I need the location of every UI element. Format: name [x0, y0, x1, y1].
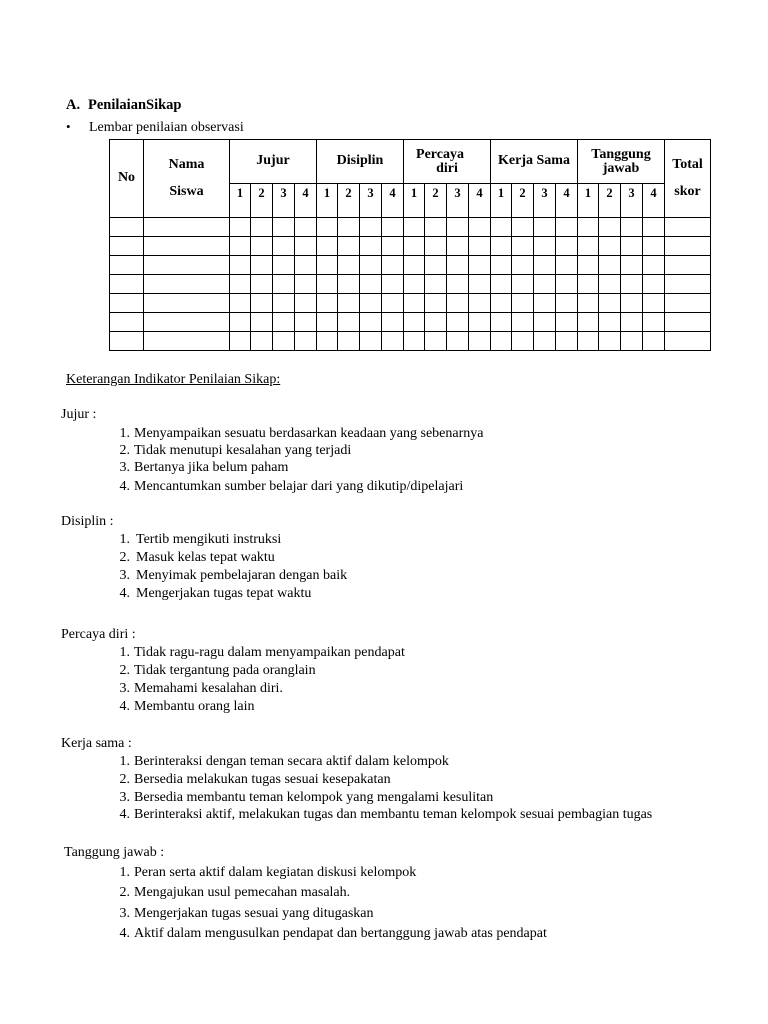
table-cell	[110, 332, 144, 351]
table-cell	[643, 294, 665, 313]
table-cell	[251, 237, 273, 256]
table-cell	[556, 275, 578, 294]
table-cell	[404, 332, 425, 351]
table-cell	[599, 275, 621, 294]
table-cell	[273, 256, 295, 275]
table-cell	[578, 256, 599, 275]
table-cell	[144, 237, 230, 256]
table-cell	[404, 256, 425, 275]
table-cell	[382, 256, 404, 275]
table-cell	[273, 218, 295, 237]
table-cell	[512, 294, 534, 313]
header-disiplin	[317, 140, 404, 184]
table-cell	[425, 256, 447, 275]
list-item	[115, 568, 347, 584]
table-cell	[447, 218, 469, 237]
table-cell	[512, 237, 534, 256]
item-number: 3.	[119, 460, 130, 475]
table-cell	[534, 294, 556, 313]
section-heading	[66, 97, 181, 114]
sub-number-cell: 2	[251, 184, 273, 218]
list-item	[115, 645, 405, 661]
table-cell	[491, 294, 512, 313]
table-cell	[491, 275, 512, 294]
header-total-line2: skor	[674, 183, 701, 199]
table-cell	[251, 294, 273, 313]
table-cell	[643, 332, 665, 351]
table-cell	[425, 237, 447, 256]
item-number: 3.	[119, 906, 130, 921]
table-cell	[360, 237, 382, 256]
table-cell	[360, 313, 382, 332]
table-row	[110, 313, 711, 332]
table-cell	[295, 294, 317, 313]
sub-number-cell: 1	[491, 184, 512, 218]
table-cell	[643, 256, 665, 275]
table-cell	[512, 218, 534, 237]
table-row	[110, 332, 711, 351]
item-number: 2.	[119, 772, 130, 787]
item-text: Bersedia membantu teman kelompok yang mengalami kesulitan	[134, 790, 494, 805]
item-number: 3.	[119, 790, 130, 805]
table-cell	[665, 275, 711, 294]
table-cell	[447, 237, 469, 256]
list-item	[115, 532, 281, 548]
table-cell	[534, 313, 556, 332]
table-cell	[382, 237, 404, 256]
sub-number-cell: 3	[273, 184, 295, 218]
table-cell	[295, 332, 317, 351]
table-cell	[317, 332, 338, 351]
table-cell	[447, 332, 469, 351]
table-cell	[665, 313, 711, 332]
table-cell	[360, 275, 382, 294]
table-cell	[110, 256, 144, 275]
table-cell	[621, 313, 643, 332]
table-cell	[556, 313, 578, 332]
sub-number-cell: 4	[295, 184, 317, 218]
sub-number-cell: 1	[230, 184, 251, 218]
table-cell	[144, 275, 230, 294]
item-text: Menyampaikan sesuatu berdasarkan keadaan yang sebenarnya	[134, 426, 484, 441]
table-cell	[338, 313, 360, 332]
table-cell	[251, 218, 273, 237]
list-item	[115, 479, 463, 495]
item-text: Tidak tergantung pada oranglain	[134, 663, 316, 678]
table-cell	[578, 294, 599, 313]
table-cell	[469, 218, 491, 237]
table-cell	[447, 294, 469, 313]
item-number: 3.	[119, 568, 130, 583]
item-number: 1.	[119, 426, 130, 441]
table-cell	[491, 256, 512, 275]
list-item	[115, 926, 547, 942]
table-cell	[251, 256, 273, 275]
list-item	[115, 586, 311, 602]
item-text: Tertib mengikuti instruksi	[136, 532, 282, 547]
item-number: 4.	[119, 926, 130, 941]
table-cell	[360, 332, 382, 351]
table-cell	[382, 275, 404, 294]
table-cell	[110, 237, 144, 256]
table-cell	[295, 237, 317, 256]
table-cell	[338, 332, 360, 351]
table-cell	[317, 313, 338, 332]
table-cell	[512, 313, 534, 332]
table-cell	[230, 218, 251, 237]
table-cell	[251, 275, 273, 294]
table-cell	[110, 313, 144, 332]
table-cell	[578, 218, 599, 237]
header-tanggung-line1: Tanggung	[591, 146, 651, 162]
item-number: 1.	[119, 865, 130, 880]
table-cell	[512, 332, 534, 351]
item-text: Masuk kelas tepat waktu	[136, 550, 275, 565]
list-item	[115, 790, 493, 806]
table-cell	[110, 218, 144, 237]
sub-number-cell: 3	[360, 184, 382, 218]
table-cell	[295, 313, 317, 332]
table-cell	[534, 275, 556, 294]
header-tanggung-jawab	[578, 140, 665, 184]
item-number: 2.	[119, 663, 130, 678]
sub-number-cell: 2	[599, 184, 621, 218]
table-cell	[491, 313, 512, 332]
header-tanggung-line2: jawab	[602, 160, 640, 176]
table-cell	[404, 237, 425, 256]
table-cell	[273, 313, 295, 332]
table-cell	[338, 218, 360, 237]
table-cell	[556, 332, 578, 351]
item-number: 4.	[119, 586, 130, 601]
section-title: PenilaianSikap	[88, 97, 182, 113]
table-cell	[469, 275, 491, 294]
table-cell	[447, 275, 469, 294]
sub-number-cell: 2	[338, 184, 360, 218]
section-label-disiplin: Disiplin :	[61, 514, 114, 529]
table-cell	[599, 332, 621, 351]
table-cell	[469, 294, 491, 313]
table-cell	[360, 218, 382, 237]
table-cell	[273, 332, 295, 351]
item-text: Berinteraksi aktif, melakukan tugas dan membantu teman kelompok sesuai pembagian tugas	[134, 807, 653, 822]
header-nama-line1: Nama	[168, 157, 205, 173]
item-number: 1.	[119, 754, 130, 769]
table-cell	[144, 256, 230, 275]
table-cell	[425, 313, 447, 332]
table-body	[110, 218, 711, 351]
table-cell	[404, 313, 425, 332]
list-item	[115, 460, 288, 476]
table-cell	[360, 256, 382, 275]
table-cell	[317, 294, 338, 313]
table-cell	[317, 218, 338, 237]
table-cell	[338, 275, 360, 294]
table-cell	[360, 294, 382, 313]
table-cell	[425, 218, 447, 237]
table-cell	[599, 256, 621, 275]
item-number: 4.	[119, 699, 130, 714]
table-cell	[230, 313, 251, 332]
table-cell	[338, 237, 360, 256]
table-cell	[273, 275, 295, 294]
table-cell	[382, 313, 404, 332]
table-cell	[665, 256, 711, 275]
list-item	[115, 906, 374, 922]
header-percaya-diri	[404, 140, 491, 184]
sub-number-cell: 4	[382, 184, 404, 218]
table-cell	[295, 275, 317, 294]
table-cell	[469, 332, 491, 351]
table-cell	[534, 237, 556, 256]
list-item	[115, 550, 275, 566]
bullet-text: Lembar penilaian observasi	[89, 120, 244, 135]
table-cell	[230, 275, 251, 294]
table-cell	[491, 218, 512, 237]
list-item	[115, 807, 652, 823]
header-nama-siswa	[144, 140, 230, 218]
header-total-line1: Total	[672, 157, 703, 173]
list-item	[115, 426, 483, 442]
table-cell	[621, 218, 643, 237]
table-cell	[144, 294, 230, 313]
table-cell	[382, 332, 404, 351]
table-cell	[110, 294, 144, 313]
table-cell	[665, 294, 711, 313]
table-cell	[599, 313, 621, 332]
table-cell	[621, 275, 643, 294]
item-text: Mencantumkan sumber belajar dari yang dikutip/dipelajari	[134, 479, 464, 494]
table-cell	[251, 313, 273, 332]
bullet-item	[66, 119, 244, 136]
table-cell	[621, 294, 643, 313]
table-cell	[317, 256, 338, 275]
table-cell	[469, 313, 491, 332]
section-label-kerja-sama: Kerja sama :	[61, 736, 132, 751]
header-total-skor	[665, 140, 711, 218]
header-kerja-sama-label: Kerja Sama	[498, 153, 570, 169]
item-text: Memahami kesalahan diri.	[134, 681, 283, 696]
table-cell	[382, 218, 404, 237]
item-text: Tidak menutupi kesalahan yang terjadi	[134, 443, 352, 458]
table-cell	[230, 256, 251, 275]
table-cell	[425, 294, 447, 313]
table-cell	[556, 294, 578, 313]
sub-number-cell: 1	[404, 184, 425, 218]
section-label-jujur: Jujur :	[61, 407, 97, 422]
table-cell	[425, 275, 447, 294]
table-cell	[621, 256, 643, 275]
item-number: 4.	[119, 807, 130, 822]
table-cell	[665, 218, 711, 237]
table-cell	[643, 275, 665, 294]
list-item	[115, 681, 283, 697]
table-cell	[556, 218, 578, 237]
table-cell	[534, 332, 556, 351]
table-row	[110, 294, 711, 313]
sub-number-cell: 3	[621, 184, 643, 218]
table-cell	[578, 237, 599, 256]
sub-number-cell: 4	[469, 184, 491, 218]
table-cell	[556, 256, 578, 275]
table-cell	[512, 275, 534, 294]
header-disiplin-label: Disiplin	[336, 153, 384, 169]
item-text: Bersedia melakukan tugas sesuai kesepakatan	[134, 772, 391, 787]
item-text: Mengerjakan tugas tepat waktu	[136, 586, 312, 601]
item-number: 2.	[119, 885, 130, 900]
table-cell	[230, 294, 251, 313]
list-item	[115, 865, 416, 881]
table-cell	[382, 294, 404, 313]
table-cell	[230, 237, 251, 256]
table-cell	[469, 237, 491, 256]
item-text: Mengerjakan tugas sesuai yang ditugaskan	[134, 906, 374, 921]
table-cell	[251, 332, 273, 351]
sub-number-cell: 1	[578, 184, 599, 218]
bullet-icon: •	[66, 119, 71, 134]
table-row	[110, 237, 711, 256]
table-cell	[273, 294, 295, 313]
table-cell	[643, 313, 665, 332]
table-cell	[578, 275, 599, 294]
item-number: 2.	[119, 443, 130, 458]
table-row	[110, 256, 711, 275]
observation-table	[109, 139, 711, 351]
keterangan-title: Keterangan Indikator Penilaian Sikap:	[66, 372, 281, 387]
item-text: Tidak ragu-ragu dalam menyampaikan pendapat	[134, 645, 405, 660]
table-cell	[599, 218, 621, 237]
table-row	[110, 218, 711, 237]
table-cell	[317, 275, 338, 294]
header-percaya-line1: Percaya	[416, 146, 464, 162]
sub-number-cell: 4	[556, 184, 578, 218]
header-percaya-line2: diri	[436, 160, 458, 176]
table-cell	[144, 313, 230, 332]
table-cell	[665, 237, 711, 256]
table-cell	[404, 218, 425, 237]
table-cell	[491, 237, 512, 256]
table-cell	[621, 332, 643, 351]
item-text: Peran serta aktif dalam kegiatan diskusi kelompok	[134, 865, 417, 880]
table-cell	[338, 294, 360, 313]
table-row	[110, 275, 711, 294]
table-cell	[643, 237, 665, 256]
table-cell	[230, 332, 251, 351]
table-cell	[599, 237, 621, 256]
table-cell	[556, 237, 578, 256]
table-cell	[643, 218, 665, 237]
list-item	[115, 699, 255, 715]
item-text: Aktif dalam mengusulkan pendapat dan bertanggung jawab atas pendapat	[134, 926, 547, 941]
list-item	[115, 443, 351, 459]
table-cell	[578, 332, 599, 351]
header-kerja-sama	[491, 140, 578, 184]
list-item	[115, 754, 449, 770]
table-cell	[469, 256, 491, 275]
table-cell	[295, 218, 317, 237]
sub-number-cell: 2	[425, 184, 447, 218]
sub-number-cell: 2	[512, 184, 534, 218]
list-item	[115, 663, 316, 679]
item-text: Membantu orang lain	[134, 699, 255, 714]
table-cell	[425, 332, 447, 351]
table-cell	[144, 218, 230, 237]
table-cell	[273, 237, 295, 256]
sub-number-cell: 1	[317, 184, 338, 218]
item-number: 4.	[119, 479, 130, 494]
header-jujur	[230, 140, 317, 184]
table-header-row	[110, 140, 711, 184]
item-number: 1.	[119, 532, 130, 547]
table-cell	[144, 332, 230, 351]
list-item	[115, 885, 350, 901]
table-cell	[404, 294, 425, 313]
item-number: 2.	[119, 550, 130, 565]
table-cell	[110, 275, 144, 294]
header-nama-line2: Siswa	[169, 183, 204, 199]
sub-number-cell: 4	[643, 184, 665, 218]
list-item	[115, 772, 391, 788]
table-cell	[317, 237, 338, 256]
table-cell	[491, 332, 512, 351]
item-text: Mengajukan usul pemecahan masalah.	[134, 885, 351, 900]
table-cell	[578, 313, 599, 332]
table-cell	[295, 256, 317, 275]
item-number: 3.	[119, 681, 130, 696]
table-cell	[447, 313, 469, 332]
sub-number-cell: 3	[534, 184, 556, 218]
table-cell	[599, 294, 621, 313]
table-cell	[512, 256, 534, 275]
item-text: Berinteraksi dengan teman secara aktif dalam kelompok	[134, 754, 449, 769]
item-text: Bertanya jika belum paham	[134, 460, 289, 475]
table-cell	[404, 275, 425, 294]
section-letter: A.	[66, 97, 81, 113]
item-number: 1.	[119, 645, 130, 660]
header-no: No	[110, 140, 144, 218]
table-cell	[665, 332, 711, 351]
table-cell	[534, 256, 556, 275]
item-text: Menyimak pembelajaran dengan baik	[136, 568, 348, 583]
table-cell	[447, 256, 469, 275]
section-label-tanggung-jawab: Tanggung jawab :	[64, 845, 165, 860]
sub-number-cell: 3	[447, 184, 469, 218]
table-cell	[534, 218, 556, 237]
section-label-percaya-diri: Percaya diri :	[61, 627, 136, 642]
table-cell	[621, 237, 643, 256]
header-jujur-label: Jujur	[256, 153, 290, 169]
table-cell	[338, 256, 360, 275]
